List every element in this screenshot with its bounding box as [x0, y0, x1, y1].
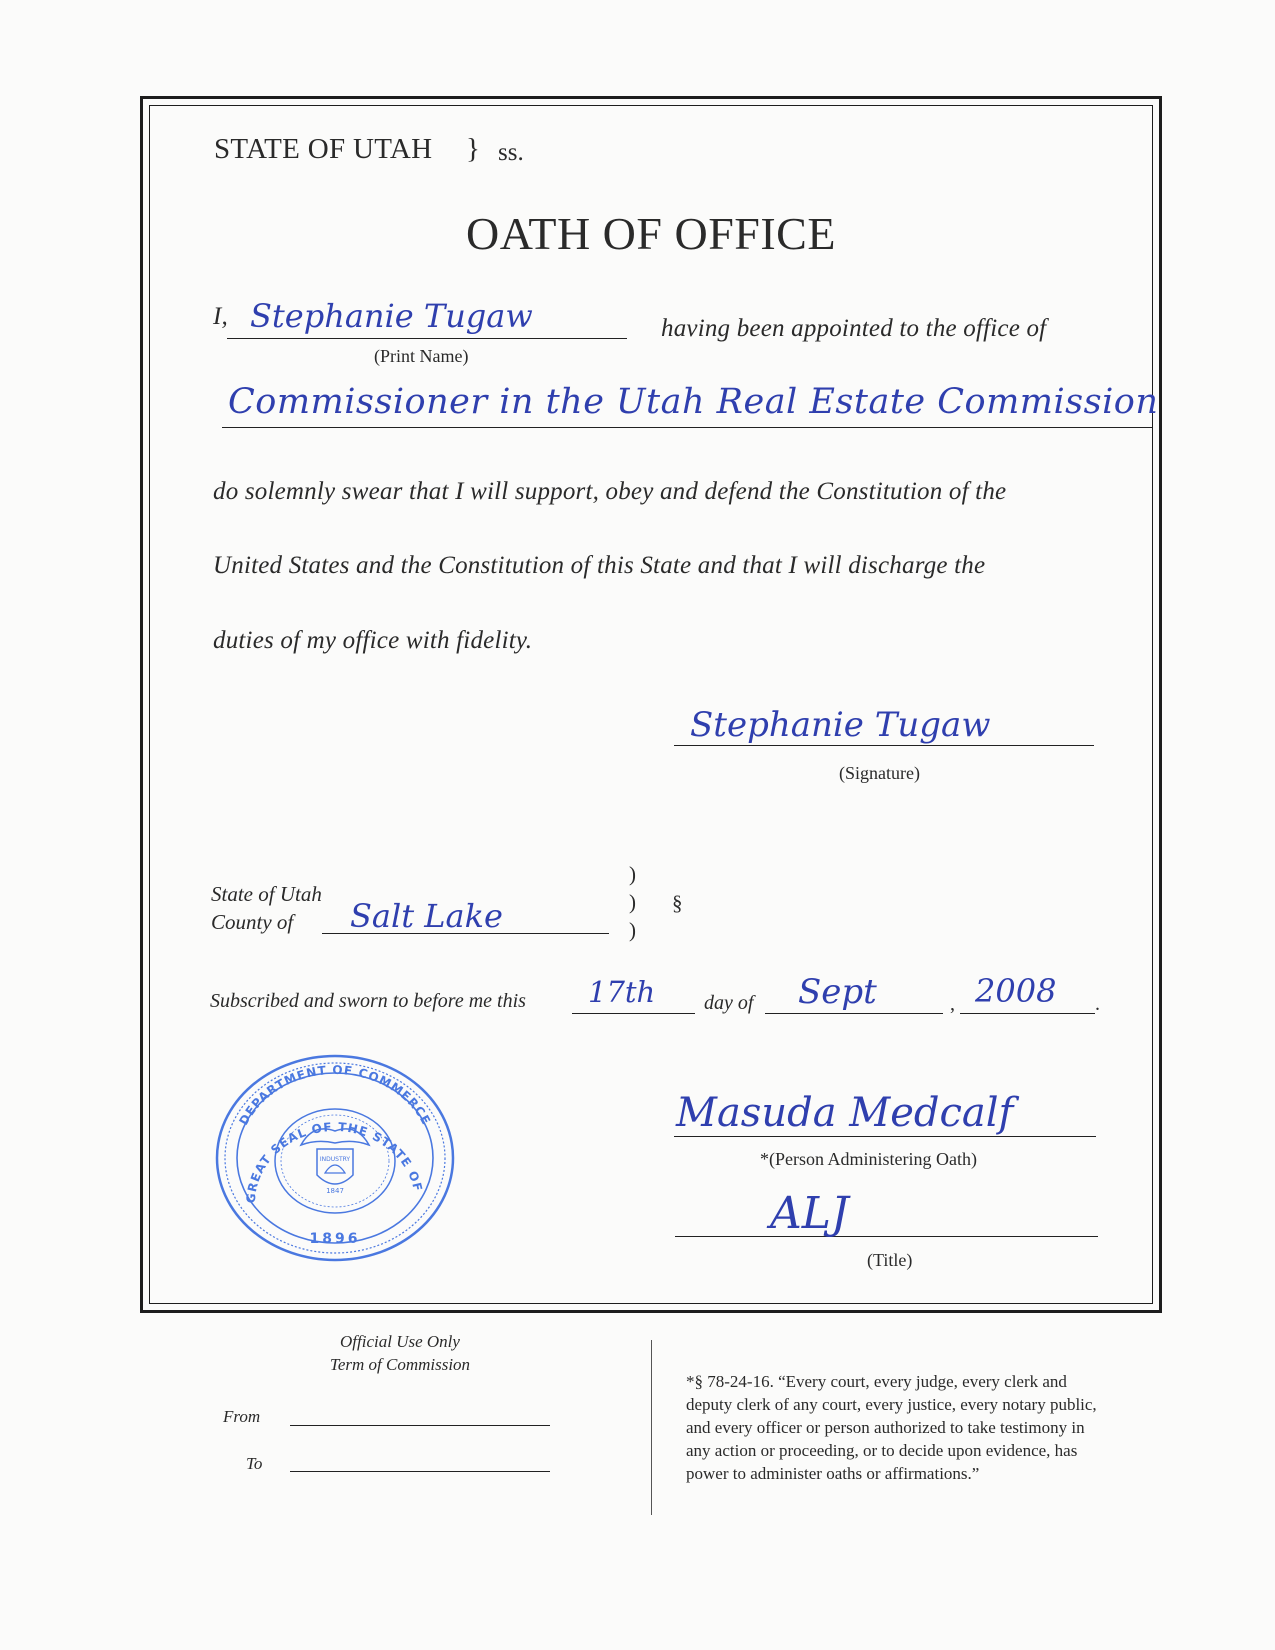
title-handwritten: ALJ: [770, 1188, 849, 1239]
title-line: [675, 1236, 1098, 1237]
header-state: STATE OF UTAH: [214, 133, 433, 165]
day-handwritten: 17th: [588, 975, 656, 1009]
from-label: From: [223, 1407, 261, 1426]
administrator-caption: *(Person Administering Oath): [760, 1149, 977, 1169]
venue-paren-1: ): [629, 862, 636, 886]
from-line: [290, 1425, 550, 1426]
month-handwritten: Sept: [798, 972, 877, 1012]
day-line: [572, 1013, 695, 1014]
print-name-line: [227, 338, 627, 339]
venue-paren-3: ): [629, 918, 636, 942]
statute-line: *§ 78-24-16. “Every court, every judge, every clerk and: [686, 1372, 1067, 1391]
term-of-commission-label: Term of Commission: [329, 1355, 471, 1374]
statute-line: power to administer oaths or affirmations.”: [686, 1464, 980, 1483]
signature-handwritten: Stephanie Tugaw: [690, 705, 991, 745]
title-caption: (Title): [867, 1250, 913, 1270]
day-of-label: day of: [704, 992, 754, 1014]
venue-paren-2: ): [629, 890, 636, 914]
signature-line: [674, 745, 1094, 746]
print-name-handwritten: Stephanie Tugaw: [250, 297, 533, 335]
oath-line-1: do solemnly swear that I will support, obey and defend the Constitution of the: [213, 478, 1007, 505]
oath-i-label: I,: [213, 303, 228, 330]
date-comma: ,: [950, 993, 955, 1015]
month-line: [765, 1013, 943, 1014]
statute-line: and every officer or person authorized to take testimony in: [686, 1418, 1085, 1437]
date-period: .: [1095, 993, 1100, 1015]
header-ss: ss.: [498, 139, 524, 166]
to-line: [290, 1471, 550, 1472]
year-line: [960, 1013, 1095, 1014]
to-label: To: [246, 1454, 263, 1473]
subscribed-text: Subscribed and sworn to before me this: [210, 990, 526, 1012]
section-symbol: §: [672, 891, 683, 915]
statute-line: deputy clerk of any court, every justice, every notary public,: [686, 1395, 1097, 1414]
statute-line: any action or proceeding, or to decide upon evidence, has: [686, 1441, 1078, 1460]
seal-outer-text: DEPARTMENT OF COMMERCE: [236, 1062, 434, 1128]
administrator-signature-line: [674, 1136, 1096, 1137]
statute-block: [686, 1370, 1156, 1485]
venue-state-label: State of Utah: [211, 882, 322, 906]
print-name-caption: (Print Name): [374, 346, 469, 366]
seal-small-year: 1847: [326, 1187, 344, 1195]
oath-appointed-text: having been appointed to the office of: [661, 315, 1047, 342]
seal-year: 1896: [309, 1231, 361, 1247]
seal-small-text: INDUSTRY: [319, 1156, 351, 1163]
seal-graphic: [213, 1053, 457, 1263]
great-seal: [213, 1053, 457, 1263]
official-use-label: Official Use Only: [340, 1332, 460, 1351]
header-brace: }: [466, 133, 480, 165]
signature-caption: (Signature): [839, 763, 920, 783]
page-title: OATH OF OFFICE: [466, 208, 836, 259]
year-handwritten: 2008: [975, 972, 1057, 1010]
oath-line-2: United States and the Constitution of this State and that I will discharge the: [213, 552, 986, 579]
footer-divider: [651, 1340, 652, 1515]
seal-inner-text: GREAT SEAL OF THE STATE OF: [243, 1119, 426, 1204]
office-line: [222, 427, 1152, 428]
venue-county-label: County of: [211, 910, 294, 934]
administrator-signature-handwritten: Masuda Medcalf: [676, 1090, 1014, 1136]
office-handwritten: Commissioner in the Utah Real Estate Commission: [228, 382, 1159, 422]
oath-line-3: duties of my office with fidelity.: [213, 627, 533, 654]
county-handwritten: Salt Lake: [350, 897, 503, 935]
svg-text:DEPARTMENT OF COMMERCE: [236, 1063, 433, 1128]
